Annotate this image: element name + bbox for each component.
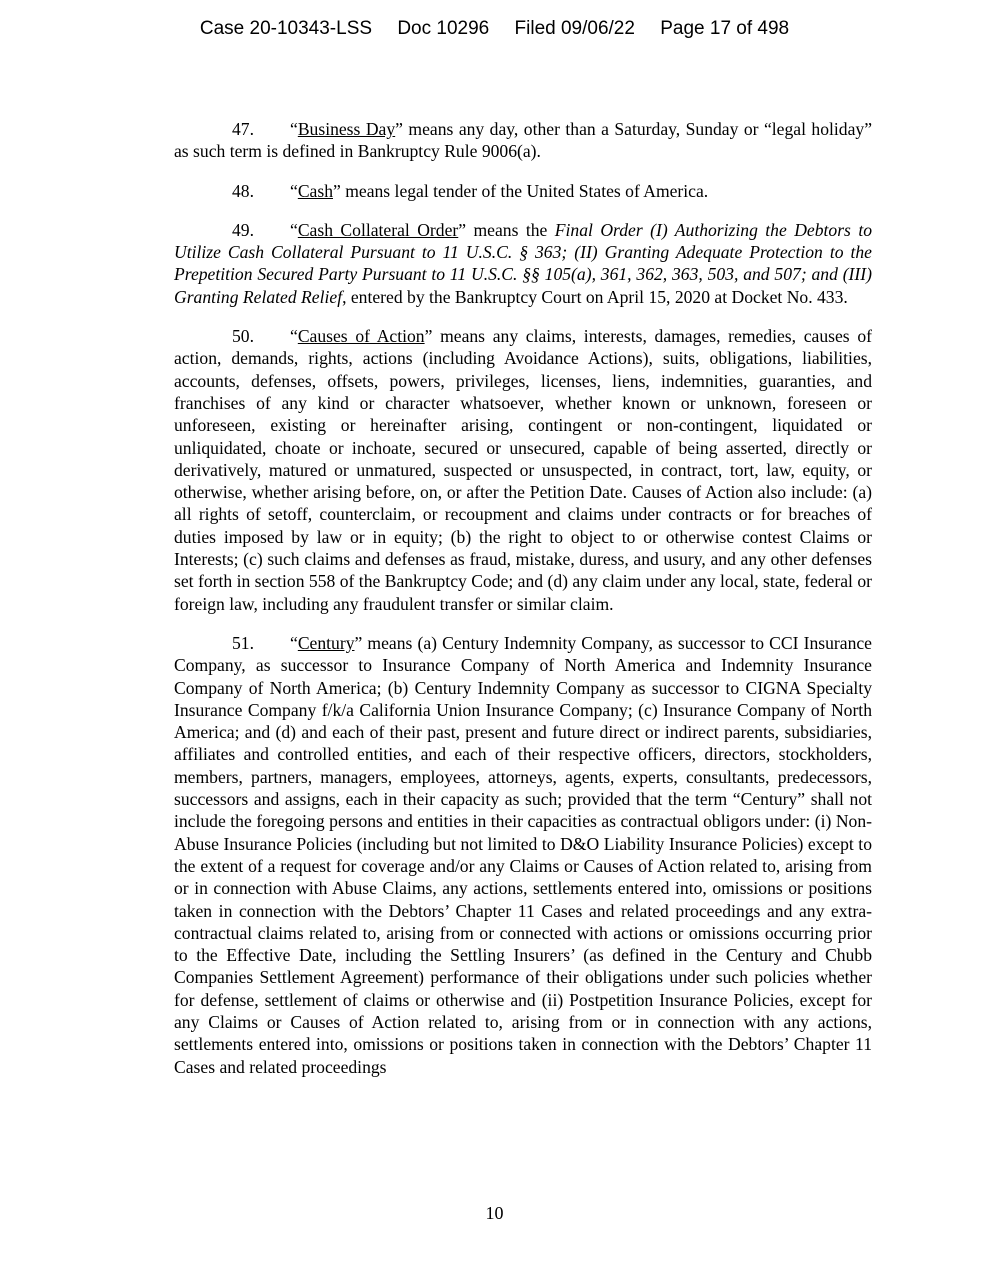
paragraph-number: 48. (232, 180, 254, 201)
case-header (0, 18, 989, 40)
defined-term: Century (297, 632, 355, 653)
definition-51 (174, 632, 872, 1078)
definition-48 (174, 180, 872, 202)
paragraph-number: 47. (232, 119, 254, 139)
paragraph-number: 51. (232, 632, 254, 653)
doc-number: Doc 10296 (397, 18, 490, 39)
page-number: 10 (485, 1203, 504, 1223)
order-title: Final Order (I) Authorizing the Debtors to Utilize Cash Collateral Pursuant to 11 U.S.C. § 363; (II) Granting Adequate Protection to the Prepetition Secured Party Pursuant to 11 U.S.C. §§ 105(a), 361, 362, 363, 503, and 507; and (III) Granting Related Relief (174, 219, 873, 307)
open-quote: “ (290, 180, 298, 201)
definition-50 (174, 325, 872, 615)
open-quote: “ (290, 119, 298, 139)
defined-term: Business Day (297, 119, 396, 139)
open-quote: “ (290, 326, 298, 347)
open-quote: “ (290, 632, 298, 653)
open-quote: “ (290, 219, 298, 240)
definition-49 (174, 219, 872, 308)
case-number: Case 20-10343-LSS (199, 18, 373, 39)
defined-term: Cash (297, 180, 333, 201)
defined-term: Cash Collateral Order (297, 219, 459, 240)
definition-47 (174, 118, 872, 163)
definition-text: ” means (a) Century Indemnity Company, as successor to CCI Insurance Company, as successor to Insurance Company of North America and Indemnity Insurance Company of North America; (b) Century Indemnity Company as successor to CIGNA Specialty Insurance Company f/k/a California Union Insurance Company; (c) Insurance Company of North America; and (d) and each of their past, present and future direct or indirect parents, subsidiaries, affiliates and controlled entities, and each of their respective officers, directors, stockholders, members, partners, managers, employees, attorneys, agents, experts, consultants, predecessors, successors and assigns, each in their capacity as such; provided that the term “Century” shall not include the foregoing persons and entities in their capacities as contractual obligors under: (i) Non-Abuse Insurance Policies (including but not limited to D&O Liability Insurance Policies) except to the extent of a request for coverage and/or any Claims or Causes of Action related to, arising from or in connection with Abuse Claims, any actions, settlements entered into, omissions or positions taken in connection with the Debtors’ Chapter 11 Cases and related proceedings and any extra-contractual claims related to, arising from or connected with actions or omissions occurring prior to the Effective Date, including the Settling Insurers’ (as defined in the Century and Chubb Companies Settlement Agreement) performance of their obligations under such policies whether for defense, settlement of claims or otherwise and (ii) Postpetition Insurance Policies, except for any Claims or Causes of Action related to, arising from or in connection with any actions, settlements entered into, omissions or positions taken in connection with the Debtors’ Chapter 11 Cases and related proceedings (174, 632, 872, 1077)
paragraph-number: 49. (232, 219, 254, 240)
definition-text: ” means any claims, interests, damages, remedies, causes of action, demands, rights, actions (including Avoidance Actions), suits, obligations, liabilities, accounts, defenses, offsets, powers, privileges, licenses, liens, indemnities, guaranties, and franchises of any kind or character whatsoever, whether known or unknown, foreseen or unforeseen, existing or hereinafter arising, contingent or non-contingent, liquidated or unliquidated, choate or inchoate, secured or unsecured, capable of being asserted, directly or derivatively, matured or unmatured, suspected or unsuspected, in contract, tort, law, equity, or otherwise, whether arising before, on, or after the Petition Date. Causes of Action also include: (a) all rights of setoff, counterclaim, or recoupment and claims under contracts or for breaches of duties imposed by law or in equity; (b) the right to object to or otherwise contest Claims or Interests; (c) such claims and defenses as fraud, mistake, duress, and usury, and any other defenses set forth in section 558 of the Bankruptcy Code; and (d) any claim under any local, state, federal or foreign law, including any fraudulent transfer or similar claim. (174, 326, 872, 614)
definition-text: ” means the (458, 219, 555, 240)
definition-text-end: , entered by the Bankruptcy Court on April 15, 2020 at Docket No. 433. (342, 286, 848, 307)
definition-text: ” means any day, other than a Saturday, Sunday or “legal holiday” as such term is defined in Bankruptcy Rule 9006(a). (174, 119, 873, 162)
definition-text: ” means legal tender of the United States of America. (333, 180, 709, 201)
filed-date: Filed 09/06/22 (514, 18, 635, 39)
definitions-body (174, 118, 872, 1095)
paragraph-number: 50. (232, 326, 254, 347)
page-count: Page 17 of 498 (660, 18, 790, 39)
defined-term: Causes of Action (297, 326, 425, 347)
